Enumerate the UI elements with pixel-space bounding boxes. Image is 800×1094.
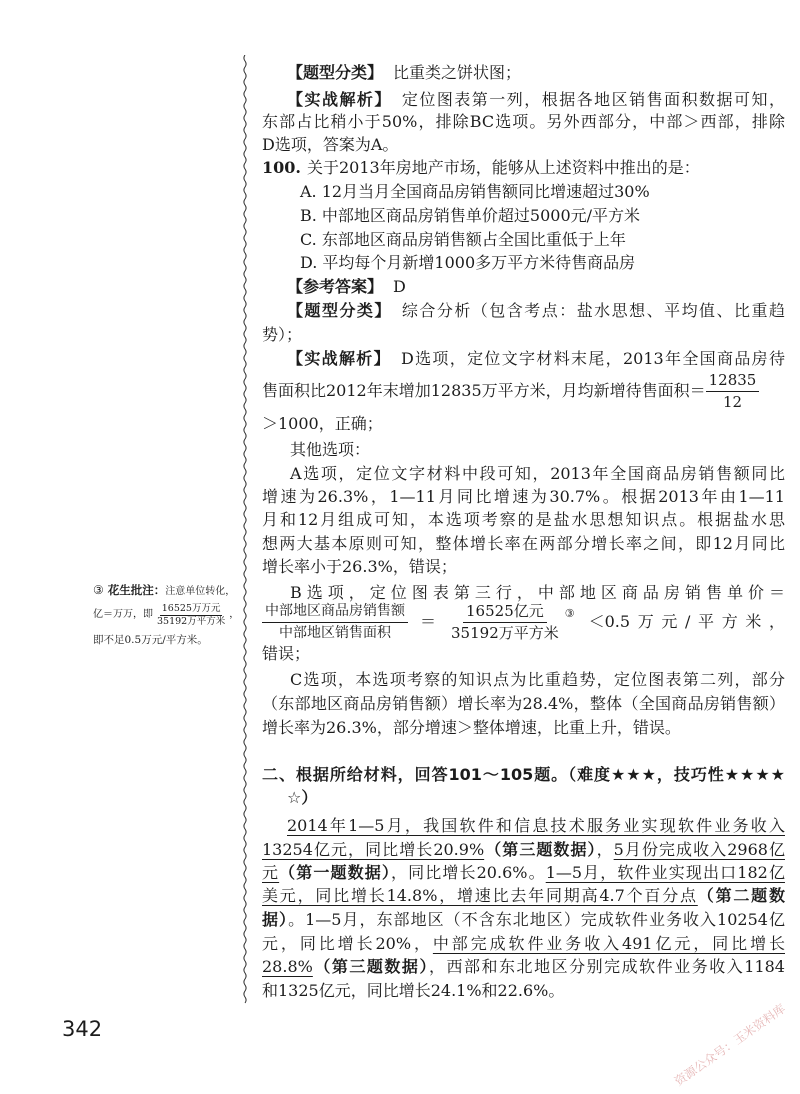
margin-note-comma: ， — [229, 609, 240, 620]
margin-note-line-1 — [93, 582, 235, 600]
watermark: 资源公众号：玉米资料库 — [671, 1001, 789, 1089]
equals-sign: ＝ — [420, 612, 437, 631]
material-segment: ，西部和东北地区分别完成软件业务收入1184 — [428, 957, 785, 976]
material-segment: 和1325亿元，同比增长24.1%和22.6%。 — [262, 981, 565, 1000]
q99-analysis-line-2: 东部占比稍小于50%，排除BC选项。另外西部分，中部＞西部，排除 — [262, 112, 785, 131]
material-segment: 元 — [262, 863, 280, 882]
q100-analysis-d-text: D选项，定位文字材料末尾，2013年全国商品房待 — [400, 349, 785, 368]
option-a-analysis-line-5: 增长率小于26.3%，错误； — [262, 557, 457, 576]
material-segment: 美元，同比增长14.8%，增速比去年同期高4.7个百分点 — [262, 886, 698, 905]
q100-option-a: A. 12月当月全国商品房销售额同比增速超过30% — [300, 182, 650, 201]
q100-other-options-label: 其他选项： — [290, 440, 371, 459]
material-data-tag: 据） — [262, 910, 289, 929]
option-c-analysis-line-2: （东部地区商品房销售额）增长率为28.4%，整体（全国商品房销售额） — [262, 694, 785, 713]
q100-number: 100. — [262, 158, 301, 177]
fraction-numerator: 12835 — [706, 371, 760, 392]
material-line-4 — [262, 884, 785, 908]
margin-note-title: 花生批注： — [107, 583, 166, 597]
q99-type-label: 【题型分类】 — [287, 63, 384, 82]
q100-analysis-line-3: ＞1000，正确； — [262, 414, 383, 433]
fraction-denominator: 35192万平方米 — [451, 623, 559, 642]
material-segment: 。1—5月，东部地区（不含东北地区）完成软件业务收入10254亿 — [288, 910, 785, 929]
q100-option-b: B. 中部地区商品房销售单价超过5000元/平方米 — [300, 206, 641, 225]
material-segment: 1—5月，软件业实现出口182亿 — [545, 863, 785, 882]
q100-option-d: D. 平均每个月新增1000多万平方米待售商品房 — [300, 253, 636, 272]
margin-divider-wavy-line — [239, 55, 251, 1005]
q100-stem — [262, 156, 785, 180]
section-2-heading-cont: ☆） — [287, 788, 318, 807]
q100-type-line-2: 势）； — [262, 325, 303, 344]
q99-type-line — [262, 61, 785, 85]
section-2-heading: 二、根据所给材料，回答101～105题。（难度★★★，技巧性★★★★ — [262, 765, 785, 784]
option-b-analysis-line-3: 错误； — [262, 644, 311, 663]
margin-note-line-2 — [93, 601, 239, 629]
material-segment: 13254亿元，同比增长20.9% — [262, 840, 485, 859]
q99-analysis-label: 【实战解析】 — [287, 90, 392, 109]
material-line-1 — [262, 814, 785, 838]
q100-answer-line — [262, 275, 785, 299]
material-data-tag: （第三题数据） — [312, 957, 429, 976]
option-a-analysis-line-4: 想两大基本原则可知，整体增长率在两部分增长率之间，即12月同比 — [262, 534, 785, 553]
material-segment: 中部完成软件业务收入491亿元，同比增长 — [432, 934, 785, 953]
material-data-tag: （第三题数据） — [484, 840, 597, 859]
wavy-line-path — [244, 55, 246, 1003]
fraction-numerator: 中部地区商品房销售额 — [262, 602, 408, 623]
q100-analysis-label: 【实战解析】 — [287, 349, 391, 368]
monthly-average-fraction — [706, 371, 760, 412]
margin-note-line-3: 即不足0.5万元/平方米。 — [93, 634, 208, 646]
fraction-numerator: 16525万万元 — [161, 602, 221, 614]
material-data-tag: （第一题数据） — [279, 863, 391, 882]
q99-analysis-text: 定位图表第一列，根据各地区销售面积数据可知， — [401, 90, 785, 109]
q100-answer: D — [393, 277, 406, 296]
option-a-analysis-line-2: 增速为26.3%，1—11月同比增速为30.7%。根据2013年由1—11 — [262, 487, 785, 506]
q99-analysis-line-3: D选项，答案为A。 — [262, 135, 399, 154]
material-segment: ，同比增长20.6%。 — [391, 863, 546, 882]
option-b-formula-line — [262, 598, 785, 646]
q100-type-line — [262, 299, 785, 323]
q100-stem-text: 关于2013年房地产市场，能够从上述资料中推出的是： — [306, 158, 700, 177]
margin-note-fraction — [155, 603, 227, 628]
material-segment: ， — [596, 840, 614, 859]
q100-type-label: 【题型分类】 — [287, 301, 392, 320]
material-segment: 元，同比增长20%， — [262, 934, 433, 953]
q100-answer-label: 【参考答案】 — [287, 277, 384, 296]
option-c-analysis-line-1: C选项，本选项考察的知识点为比重趋势，定位图表第二列，部分 — [290, 670, 785, 689]
material-line-5 — [262, 908, 785, 932]
q100-analysis-line-2 — [262, 369, 785, 413]
material-segment: 2014年1—5月，我国软件和信息技术服务业实现软件业务收入 — [287, 816, 785, 835]
option-a-analysis-line-3: 月和12月组成可知，本选项考察的是盐水思想知识点。根据盐水思 — [262, 510, 785, 529]
material-line-2 — [262, 838, 785, 862]
material-segment: 28.8% — [262, 957, 313, 976]
q100-analysis-line-1 — [262, 347, 785, 371]
fraction-denominator: 中部地区销售面积 — [279, 624, 391, 641]
page-number: 342 — [62, 1017, 103, 1041]
material-segment: 5月份完成收入2968亿 — [613, 840, 785, 859]
material-line-6 — [262, 932, 785, 956]
option-b-comparison: ＜0.5万元/平方米， — [588, 612, 785, 631]
margin-note-ref: ③ — [93, 583, 104, 597]
unit-price-value-fraction — [448, 602, 562, 643]
q100-option-c: C. 东部地区商品房销售额占全国比重低于上年 — [300, 230, 626, 249]
q100-type-text: 综合分析（包含考点：盐水思想、平均值、比重趋 — [401, 301, 785, 320]
material-data-tag: （第二题数 — [697, 886, 785, 905]
unit-price-formula-fraction — [262, 602, 408, 643]
q100-analysis-d-second: 售面积比2012年末增加12835万平方米，月均新增待售面积＝ — [262, 381, 706, 400]
note-reference-marker: ③ — [564, 607, 575, 620]
option-b-analysis-line-1: B选项，定位图表第三行，中部地区商品房销售单价＝ — [290, 583, 785, 602]
material-line-8 — [262, 979, 785, 1003]
material-line-7 — [262, 955, 785, 979]
margin-note-text-1: 注意单位转化， — [165, 586, 236, 597]
fraction-denominator: 12 — [722, 393, 743, 411]
material-line-3 — [262, 861, 785, 885]
fraction-numerator: 16525亿元 — [463, 602, 547, 623]
fraction-denominator: 35192万平方米 — [157, 615, 226, 627]
q99-type-text: 比重类之饼状图； — [393, 63, 522, 82]
option-a-analysis-line-1: A选项，定位文字材料中段可知，2013年全国商品房销售额同比 — [290, 464, 785, 483]
margin-note-text-2: 亿＝万万，即 — [93, 609, 153, 620]
option-c-analysis-line-3: 增长率为26.3%，部分增速＞整体增速，比重上升，错误。 — [262, 718, 681, 737]
q99-analysis-line-1 — [262, 88, 785, 112]
